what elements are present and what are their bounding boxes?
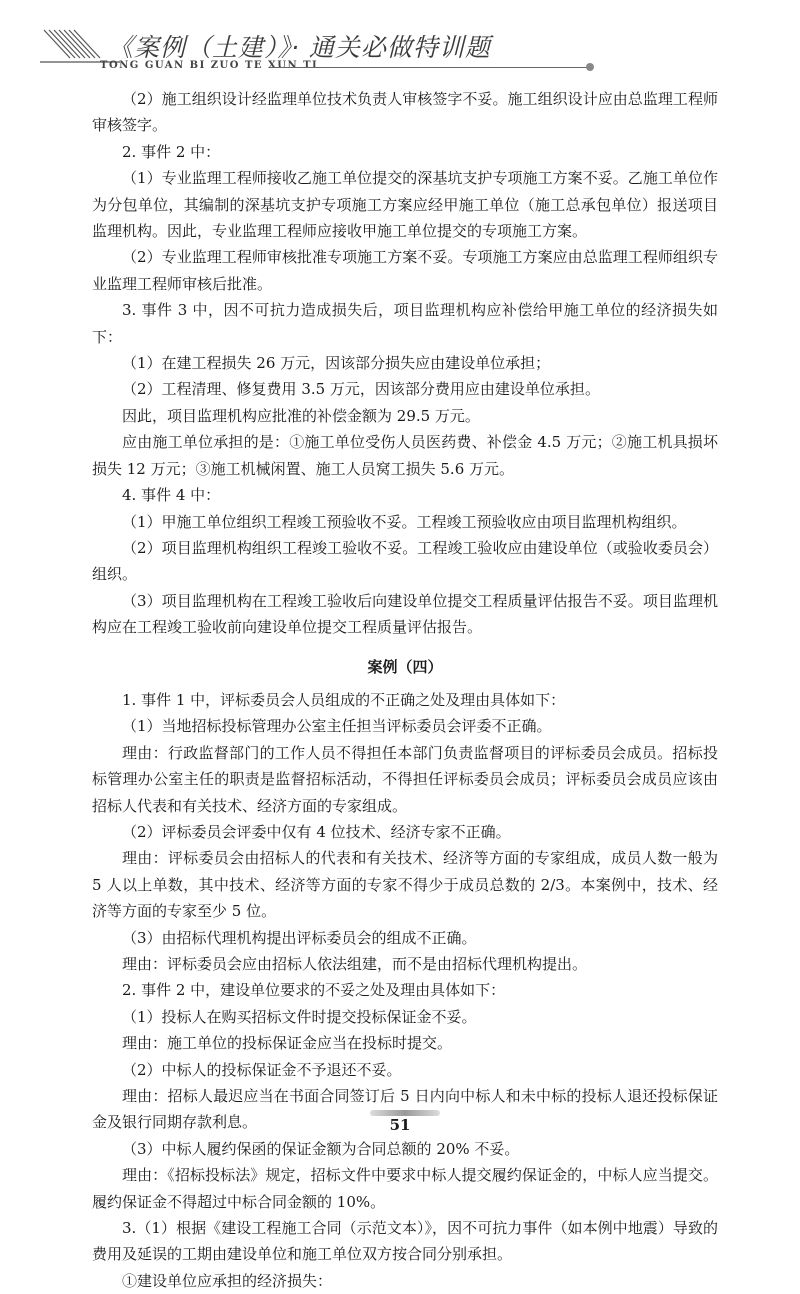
page-number: 51: [389, 1116, 411, 1134]
paragraph: 理由：施工单位的投标保证金应当在投标时提交。: [122, 1034, 453, 1053]
paragraph: 3.（1）根据《建设工程施工合同（示范文本）》，因不可抗力事件（如本例中地震）导致的费用及延误的工期由建设单位和施工单位双方按合同分别承担。: [92, 1219, 718, 1264]
paragraph: （1）在建工程损失 26 万元，因该部分损失应由建设单位承担；: [122, 354, 551, 373]
paragraph: （1）专业监理工程师接收乙施工单位提交的深基坑支护专项施工方案不妥。乙施工单位作为分包单位，其编制的深基坑支护专项施工方案应经甲施工单位（施工总承包单位）报送项目监理机构。因此，专业监理工程师应接收甲施工单位提交的专项施工方案。: [92, 169, 718, 241]
paragraph: 理由：行政监督部门的工作人员不得担任本部门负责监督项目的评标委员会成员。招标投标管理办公室主任的职责是监督招标活动，不得担任评标委员会成员；评标委员会成员应该由招标人代表和有关技术、经济方面的专家组成。: [92, 743, 718, 815]
paragraph: 4. 事件 4 中：: [122, 486, 221, 505]
page-footer: [0, 1100, 800, 1140]
paragraph: 1. 事件 1 中，评标委员会人员组成的不正确之处及理由具体如下：: [122, 690, 566, 709]
paragraph: 理由：招标人最迟应当在书面合同签订后 5 日内向中标人和未中标的投标人退还投标保证金及银行同期存款利息。: [92, 1087, 718, 1132]
paragraph: （3）由招标代理机构提出评标委员会的组成不正确。: [122, 928, 477, 947]
paragraph: （2）工程清理、修复费用 3.5 万元，因该部分费用应由建设单位承担。: [122, 380, 600, 399]
section-title: 案例（四）: [367, 657, 443, 676]
paragraph: （2）评标委员会评委中仅有 4 位技术、经济专家不正确。: [122, 822, 511, 841]
paragraph: （2）专业监理工程师审核批准专项施工方案不妥。专项施工方案应由总监理工程师组织专业监理工程师审核后批准。: [92, 248, 718, 293]
paragraph: （3）中标人履约保函的保证金额为合同总额的 20% 不妥。: [122, 1139, 520, 1158]
paragraph: 2. 事件 2 中：: [122, 142, 221, 161]
paragraph: 理由：《招标投标法》规定，招标文件中要求中标人提交履约保证金的，中标人应当提交。履约保证金不得超过中标合同金额的 10%。: [92, 1166, 718, 1211]
paragraph: 理由：评标委员会应由招标人依法组建，而不是由招标代理机构提出。: [122, 955, 588, 973]
paragraph: （2）施工组织设计经监理单位技术负责人审核签字不妥。施工组织设计应由总监理工程师审核签字。: [92, 90, 718, 135]
paragraph: 理由：评标委员会由招标人的代表和有关技术、经济等方面的专家组成，成员人数一般为 5 人以上单数，其中技术、经济等方面的专家不得少于成员总数的 2/3。本案例中，技术、经济等方面的专家至少 5 位。: [92, 849, 718, 921]
header-title: 《案例（土建）》· 通关必做特训题: [108, 33, 491, 62]
paragraph: 3. 事件 3 中，因不可抗力造成损失后，项目监理机构应补偿给甲施工单位的经济损失如下：: [92, 301, 718, 346]
paragraph: 应由施工单位承担的是：①施工单位受伤人员医药费、补偿金 4.5 万元；②施工机具损坏损失 12 万元；③施工机械闲置、施工人员窝工损失 5.6 万元。: [92, 433, 718, 478]
paragraph: （2）中标人的投标保证金不予退还不妥。: [122, 1060, 402, 1079]
header-subtitle: TONG GUAN BI ZUO TE XUN TI: [100, 60, 319, 71]
page-header: [0, 0, 800, 80]
paragraph: 2. 事件 2 中，建设单位要求的不妥之处及理由具体如下：: [122, 981, 506, 1000]
paragraph: （2）项目监理机构组织工程竣工验收不妥。工程竣工验收应由建设单位（或验收委员会）组织。: [92, 538, 718, 584]
header-dot-icon: [586, 63, 594, 71]
paragraph: （1）当地招标投标管理办公室主任担当评标委员会评委不正确。: [122, 717, 552, 736]
paragraph: 因此，项目监理机构应批准的补偿金额为 29.5 万元。: [122, 406, 480, 425]
paragraph: （3）项目监理机构在工程竣工验收后向建设单位提交工程质量评估报告不妥。项目监理机构应在工程竣工验收前向建设单位提交工程质量评估报告。: [92, 591, 718, 637]
header-rule: [270, 67, 590, 68]
paragraph: ①建设单位应承担的经济损失：: [122, 1271, 333, 1290]
paragraph: （1）甲施工单位组织工程竣工预验收不妥。工程竣工预验收应由项目监理机构组织。: [122, 512, 687, 531]
paragraph: （1）投标人在购买招标文件时提交投标保证金不妥。: [122, 1007, 477, 1026]
